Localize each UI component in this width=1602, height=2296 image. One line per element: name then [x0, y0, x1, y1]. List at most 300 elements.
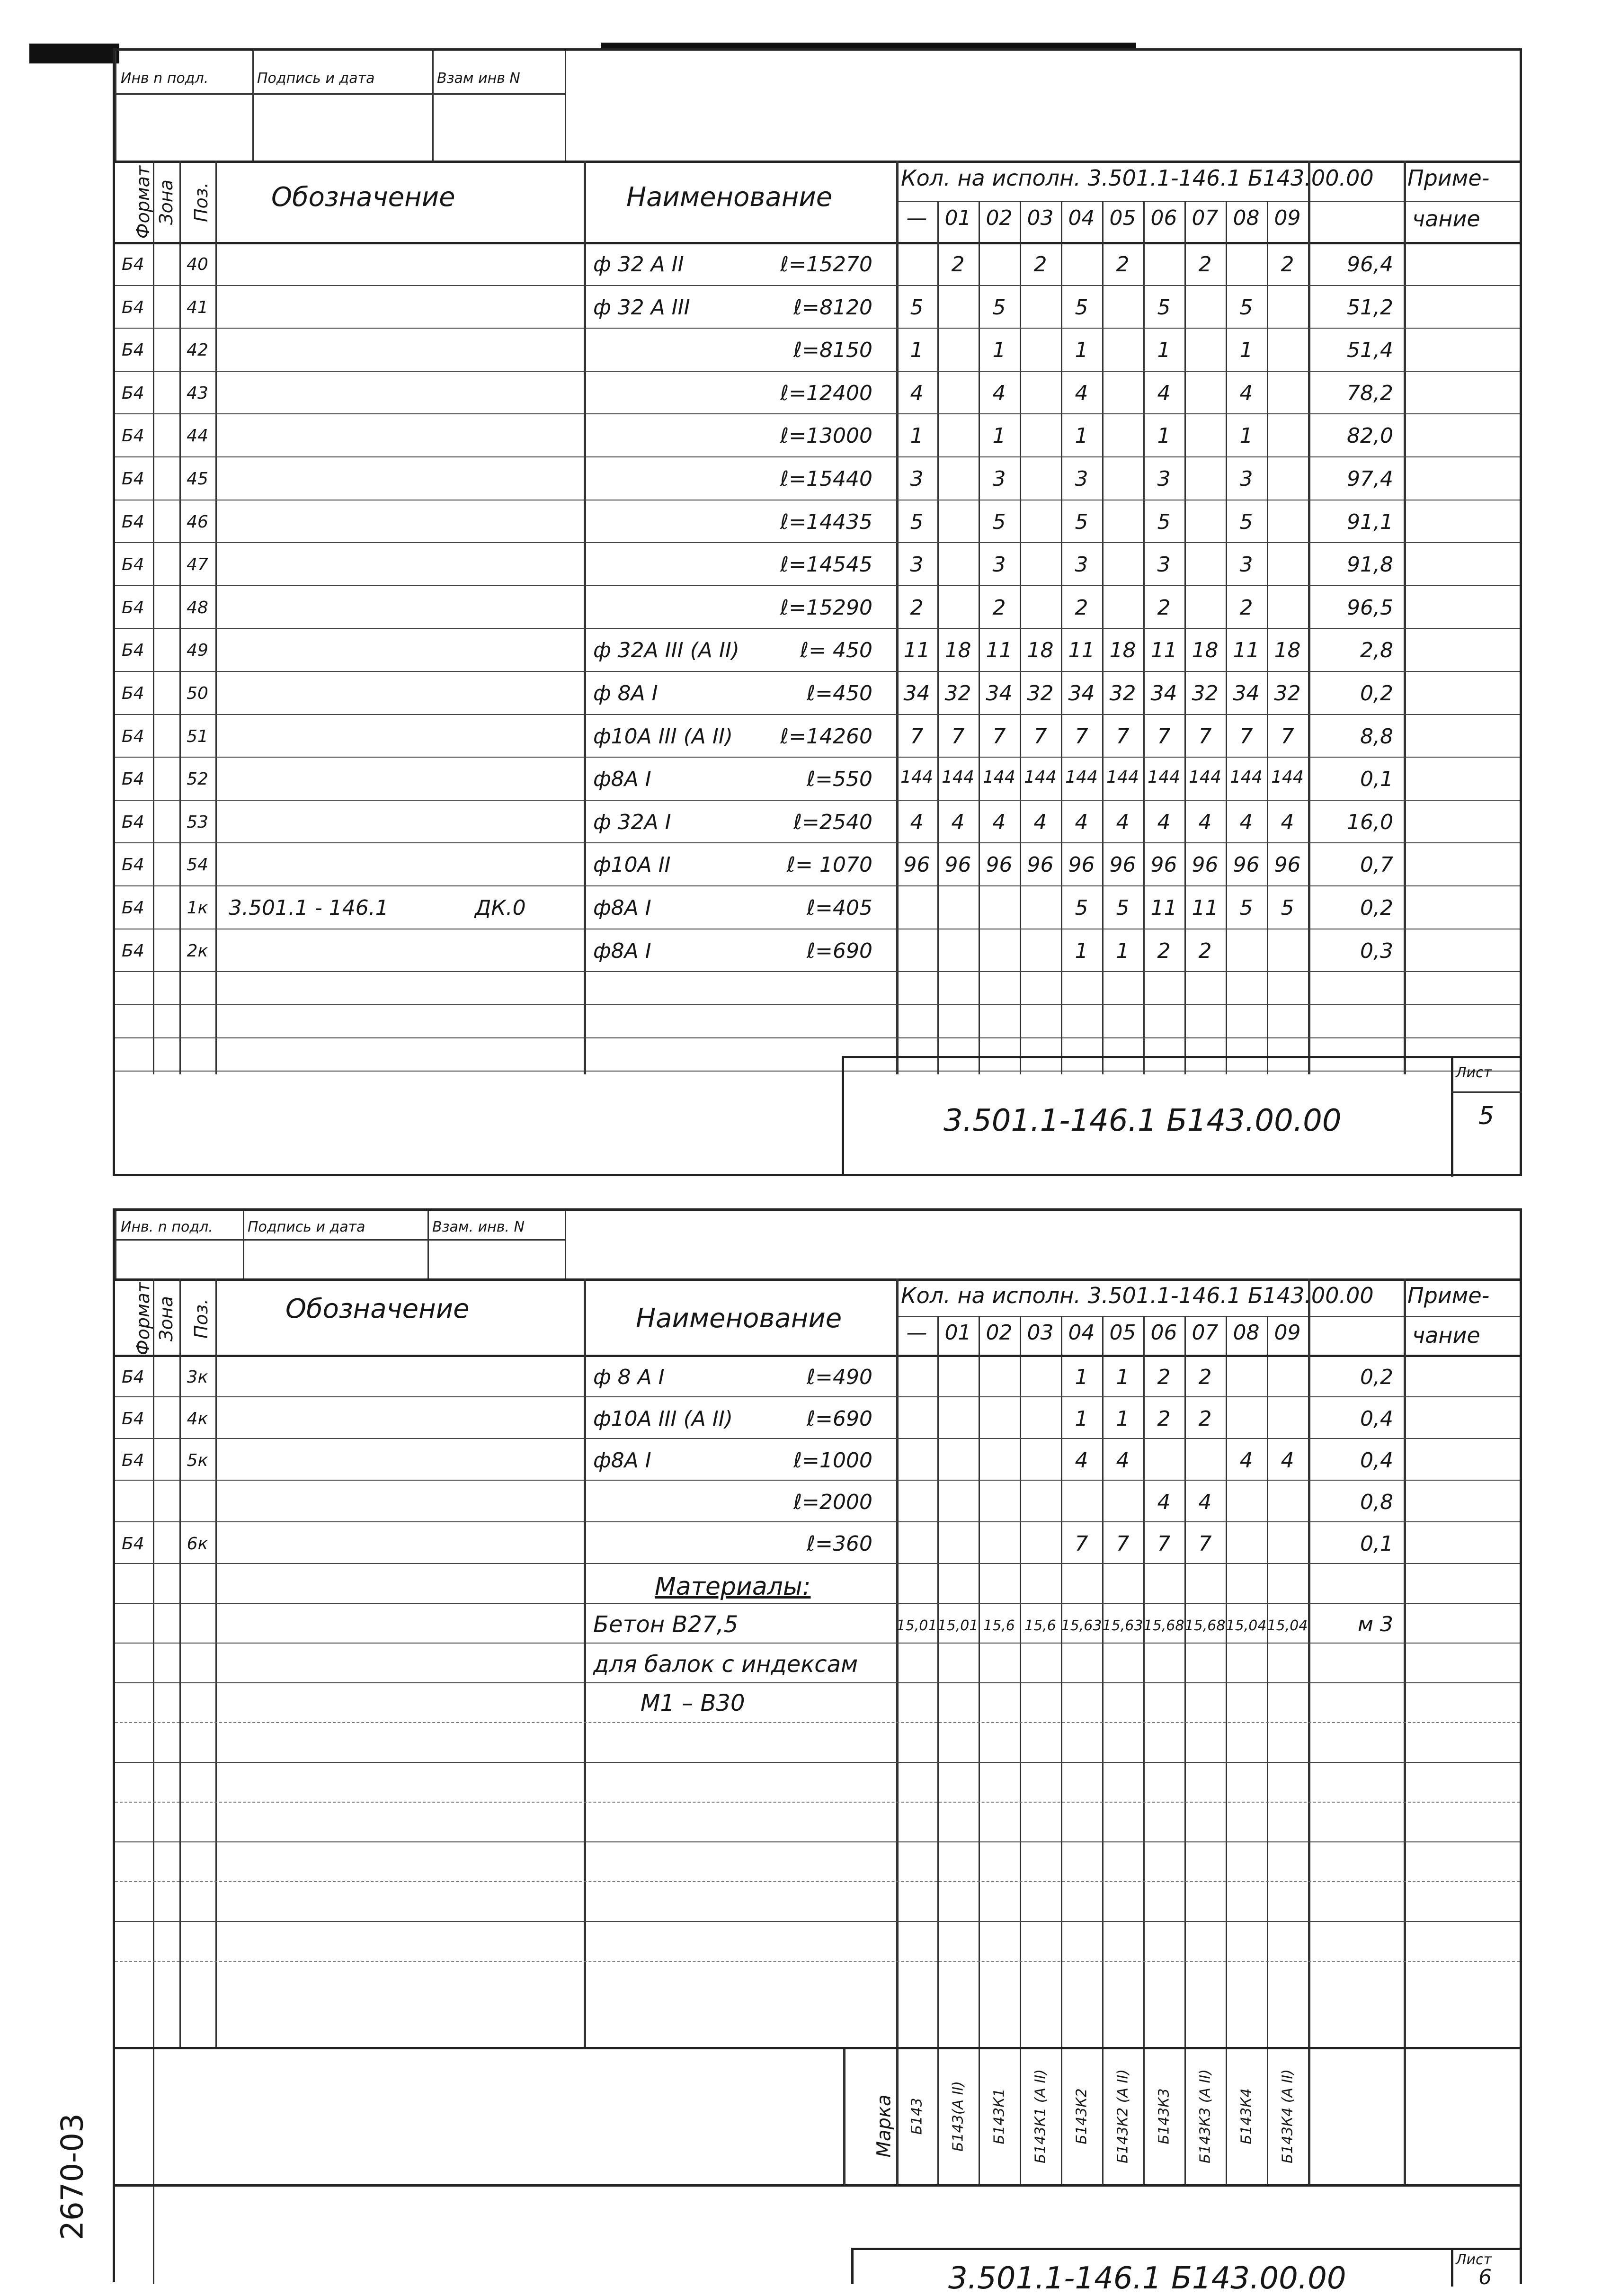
- row-qty: 1: [1239, 424, 1253, 448]
- name-header: Наименование: [626, 182, 833, 213]
- row-designation-doc: ДК.0: [475, 896, 526, 920]
- row-qty: 7: [1157, 1532, 1171, 1556]
- row-format: Б4: [122, 383, 144, 403]
- row-length: ℓ=450: [806, 681, 872, 706]
- row-qty: 1: [992, 424, 1006, 448]
- row-qty: 5: [1281, 896, 1294, 920]
- stamp-code: 3.501.1-146.1 Б143.00.00: [943, 1103, 1342, 1138]
- row-qty: 32: [1274, 681, 1301, 706]
- concrete-qty: 15,04: [1226, 1617, 1267, 1634]
- row-note: 0,4: [1360, 1448, 1393, 1473]
- row-qty: 5: [1157, 295, 1171, 320]
- inventory-box: [115, 51, 565, 163]
- row-qty: 1: [1075, 1407, 1088, 1431]
- row-note: 0,3: [1360, 938, 1393, 963]
- row-qty: 4: [910, 381, 924, 405]
- row-position: 5к: [187, 1451, 208, 1470]
- variant-code: 05: [1109, 1321, 1136, 1345]
- materials-title: Материалы:: [655, 1572, 811, 1601]
- row-qty: 3: [992, 553, 1006, 577]
- row-position: 45: [187, 469, 208, 489]
- row-length: ℓ=690: [806, 1407, 872, 1431]
- variant-code: 01: [944, 206, 971, 230]
- row-length: ℓ=14545: [780, 553, 872, 577]
- row-qty: 5: [1239, 509, 1253, 534]
- row-note: 51,2: [1347, 295, 1393, 320]
- row-qty: 34: [903, 681, 930, 706]
- row-qty: 4: [992, 381, 1006, 405]
- row-qty: 5: [1239, 295, 1253, 320]
- row-qty: 96: [1109, 853, 1136, 877]
- row-note: 2,8: [1360, 638, 1393, 663]
- variant-code: 06: [1150, 206, 1177, 230]
- row-qty: 4: [1239, 381, 1253, 405]
- row-name: ф 32 А II: [593, 252, 684, 277]
- row-qty: 4: [910, 810, 924, 834]
- row-qty: 2: [1198, 252, 1212, 277]
- row-qty: 4: [1198, 1490, 1212, 1514]
- row-qty: 11: [1192, 896, 1219, 920]
- title-block: [842, 1056, 1522, 1176]
- row-qty: 5: [1116, 896, 1130, 920]
- list-label: Лист: [1456, 1064, 1492, 1081]
- variant-code: 05: [1109, 206, 1136, 230]
- row-qty: 7: [1033, 724, 1047, 749]
- row-qty: 96: [1274, 853, 1301, 877]
- row-position: 51: [187, 726, 208, 746]
- row-length: ℓ=2540: [793, 810, 872, 834]
- row-note: 97,4: [1347, 467, 1393, 491]
- stamp-code-2: 3.501.1-146.1 Б143.00.00: [948, 2261, 1346, 2296]
- row-length: ℓ=15270: [780, 252, 872, 277]
- vzam-label-2: Взам. инв. N: [432, 1219, 525, 1235]
- row-designation: 3.501.1 - 146.1: [229, 896, 389, 920]
- row-qty: 7: [1116, 724, 1130, 749]
- list-number-2: 6: [1478, 2265, 1492, 2289]
- concrete-qty: 15,68: [1143, 1617, 1184, 1634]
- row-qty: 4: [1157, 810, 1171, 834]
- row-qty: 3: [1075, 553, 1088, 577]
- row-qty: 2: [1157, 938, 1171, 963]
- row-qty: 32: [1027, 681, 1054, 706]
- row-position: 42: [187, 340, 208, 360]
- row-name: ф10А II: [593, 853, 671, 877]
- row-qty: 11: [1150, 896, 1177, 920]
- row-qty: 1: [1075, 424, 1088, 448]
- row-note: 8,8: [1360, 724, 1393, 749]
- row-qty: 3: [1157, 553, 1171, 577]
- row-qty: 144: [942, 768, 974, 787]
- row-note: 51,4: [1347, 338, 1393, 363]
- row-name: ф 32 А III: [593, 295, 690, 320]
- row-qty: 4: [1116, 1448, 1130, 1473]
- variant-code: —: [906, 1321, 927, 1345]
- row-qty: 7: [1198, 724, 1212, 749]
- row-qty: 144: [1189, 768, 1221, 787]
- row-qty: 7: [910, 724, 924, 749]
- row-note: 0,4: [1360, 1407, 1393, 1431]
- row-name: ф 8 А I: [593, 1365, 665, 1389]
- concrete-note: м 3: [1357, 1612, 1393, 1636]
- note-header-2a: Приме-: [1407, 1283, 1490, 1308]
- row-note: 96,5: [1347, 595, 1393, 620]
- row-qty: 2: [1033, 252, 1047, 277]
- row-qty: 3: [1239, 467, 1253, 491]
- row-qty: 11: [1233, 638, 1260, 663]
- row-note: 0,2: [1360, 896, 1393, 920]
- row-format: Б4: [122, 1451, 144, 1470]
- row-qty: 144: [1106, 768, 1139, 787]
- row-format: Б4: [122, 941, 144, 961]
- row-qty: 2: [1198, 1407, 1212, 1431]
- row-format: Б4: [122, 555, 144, 575]
- mark-label: Б143К2 (А II): [1114, 2069, 1131, 2163]
- row-qty: 18: [1192, 638, 1219, 663]
- row-qty: 32: [944, 681, 971, 706]
- row-format: Б4: [122, 855, 144, 875]
- row-note: 0,1: [1360, 767, 1393, 792]
- row-length: ℓ=360: [806, 1532, 872, 1556]
- row-qty: 4: [1198, 810, 1212, 834]
- variant-code: 06: [1150, 1321, 1177, 1345]
- row-qty: 7: [992, 724, 1006, 749]
- row-qty: 96: [903, 853, 930, 877]
- row-qty: 32: [1109, 681, 1136, 706]
- variant-code: 03: [1027, 1321, 1054, 1345]
- row-qty: 5: [992, 509, 1006, 534]
- inv-label: Инв n подл.: [121, 70, 209, 87]
- row-qty: 1: [1157, 424, 1171, 448]
- row-qty: 7: [1075, 1532, 1088, 1556]
- row-qty: 96: [1150, 853, 1177, 877]
- row-name: ф8А I: [593, 767, 651, 792]
- row-qty: 144: [1065, 768, 1098, 787]
- row-qty: 2: [1198, 938, 1212, 963]
- row-position: 53: [187, 812, 208, 832]
- mark-label: Б143К4 (А II): [1279, 2069, 1296, 2163]
- row-qty: 4: [1075, 810, 1088, 834]
- variant-code: —: [906, 206, 927, 230]
- row-format: Б4: [122, 641, 144, 661]
- variant-code: 07: [1192, 206, 1219, 230]
- row-position: 49: [187, 641, 208, 661]
- concrete-qty: 15,6: [983, 1617, 1015, 1634]
- row-qty: 96: [1192, 853, 1219, 877]
- row-qty: 5: [1075, 295, 1088, 320]
- list-number: 5: [1478, 1102, 1495, 1130]
- format-label: Формат: [133, 165, 154, 239]
- row-format: Б4: [122, 769, 144, 789]
- concrete-qty: 15,63: [1061, 1617, 1102, 1634]
- row-qty: 96: [1233, 853, 1260, 877]
- row-qty: 4: [1075, 381, 1088, 405]
- row-qty: 2: [1116, 252, 1130, 277]
- concrete-qty: 15,01: [937, 1617, 979, 1634]
- concrete-line-2: для балок с индексам: [593, 1651, 858, 1678]
- row-name: ф8А I: [593, 938, 651, 963]
- row-qty: 4: [1075, 1448, 1088, 1473]
- row-qty: 144: [1148, 768, 1180, 787]
- row-note: 91,8: [1347, 553, 1393, 577]
- qty-header: Кол. на исполн. 3.501.1-146.1 Б143.00.00: [901, 165, 1374, 191]
- row-qty: 32: [1192, 681, 1219, 706]
- row-length: ℓ=14260: [780, 724, 872, 749]
- row-qty: 18: [944, 638, 971, 663]
- row-length: ℓ=550: [806, 767, 872, 792]
- row-qty: 4: [951, 810, 965, 834]
- format-label-2: Формат: [133, 1282, 154, 1356]
- row-length: ℓ=15440: [780, 467, 872, 491]
- row-qty: 4: [1116, 810, 1130, 834]
- row-qty: 7: [1198, 1532, 1212, 1556]
- row-qty: 11: [903, 638, 930, 663]
- row-format: Б4: [122, 1367, 144, 1387]
- variant-code: 07: [1192, 1321, 1219, 1345]
- row-format: Б4: [122, 1409, 144, 1429]
- row-qty: 1: [1116, 938, 1130, 963]
- row-qty: 1: [1075, 338, 1088, 363]
- note-header-2: чание: [1412, 206, 1480, 232]
- mark-label: Б143К1: [991, 2088, 1007, 2144]
- row-qty: 1: [1075, 938, 1088, 963]
- concrete-qty: 15,6: [1024, 1617, 1056, 1634]
- row-position: 41: [187, 297, 208, 317]
- row-qty: 1: [910, 338, 924, 363]
- row-qty: 144: [1024, 768, 1057, 787]
- row-qty: 7: [951, 724, 965, 749]
- row-qty: 5: [1075, 509, 1088, 534]
- row-qty: 5: [1157, 509, 1171, 534]
- row-qty: 1: [910, 424, 924, 448]
- row-length: ℓ=8150: [793, 338, 872, 363]
- row-format: Б4: [122, 512, 144, 532]
- row-qty: 7: [1075, 724, 1088, 749]
- row-qty: 3: [992, 467, 1006, 491]
- row-note: 91,1: [1347, 509, 1393, 534]
- row-position: 52: [187, 769, 208, 789]
- row-qty: 7: [1239, 724, 1253, 749]
- row-length: ℓ=690: [806, 938, 872, 963]
- row-position: 3к: [187, 1367, 208, 1387]
- variant-code: 01: [944, 1321, 971, 1345]
- row-qty: 144: [900, 768, 933, 787]
- variant-code: 08: [1233, 1321, 1260, 1345]
- signature-label: Подпись и дата: [257, 70, 375, 87]
- mark-label: Б143К3: [1156, 2088, 1172, 2144]
- row-name: ф 32А III (А II): [593, 638, 739, 663]
- concrete-line-3: М1 – В30: [641, 1690, 745, 1716]
- row-qty: 96: [1068, 853, 1095, 877]
- row-format: Б4: [122, 812, 144, 832]
- row-qty: 5: [1239, 896, 1253, 920]
- note-header-1: Приме-: [1407, 165, 1490, 191]
- signature-label-2: Подпись и дата: [248, 1219, 365, 1235]
- row-note: 0,2: [1360, 681, 1393, 706]
- row-name: ф 8А I: [593, 681, 658, 706]
- row-position: 43: [187, 383, 208, 403]
- row-name: ф10А III (А II): [593, 724, 733, 749]
- sheet-5: [113, 48, 1522, 1176]
- mark-label: Б143К4: [1238, 2088, 1255, 2144]
- row-length: ℓ=1000: [793, 1448, 872, 1473]
- row-length: ℓ=8120: [793, 295, 872, 320]
- row-format: Б4: [122, 898, 144, 918]
- row-qty: 4: [1239, 810, 1253, 834]
- row-length: ℓ=12400: [780, 381, 872, 405]
- row-qty: 18: [1027, 638, 1054, 663]
- row-qty: 34: [1233, 681, 1260, 706]
- row-qty: 5: [1075, 896, 1088, 920]
- concrete-qty: 15,04: [1267, 1617, 1308, 1634]
- row-note: 0,1: [1360, 1532, 1393, 1556]
- scan-blot-left: [29, 44, 119, 63]
- row-position: 54: [187, 855, 208, 875]
- row-format: Б4: [122, 469, 144, 489]
- row-name: ф8А I: [593, 896, 651, 920]
- row-qty: 1: [1239, 338, 1253, 363]
- variant-code: 04: [1068, 206, 1095, 230]
- row-length: ℓ=14435: [780, 509, 872, 534]
- inv-label-2: Инв. n подл.: [121, 1219, 213, 1235]
- designation-header-2: Обозначение: [285, 1294, 470, 1324]
- row-format: Б4: [122, 340, 144, 360]
- row-qty: 18: [1274, 638, 1301, 663]
- concrete-qty: 15,68: [1184, 1617, 1226, 1634]
- row-qty: 4: [1157, 381, 1171, 405]
- row-format: Б4: [122, 1534, 144, 1554]
- list-label-2: Лист: [1456, 2251, 1492, 2268]
- row-format: Б4: [122, 255, 144, 274]
- row-note: 0,2: [1360, 1365, 1393, 1389]
- row-qty: 3: [1157, 467, 1171, 491]
- qty-header-2: Кол. на исполн. 3.501.1-146.1 Б143.00.00: [901, 1283, 1374, 1308]
- row-qty: 96: [1027, 853, 1054, 877]
- row-qty: 3: [910, 553, 924, 577]
- row-position: 48: [187, 598, 208, 617]
- row-qty: 96: [986, 853, 1013, 877]
- poz-label-2: Поз.: [191, 1298, 212, 1339]
- designation-header: Обозначение: [271, 182, 455, 213]
- sheet-6: [113, 1208, 1522, 2296]
- row-qty: 18: [1109, 638, 1136, 663]
- row-qty: 7: [1116, 1532, 1130, 1556]
- vzam-label: Взам инв N: [437, 70, 520, 87]
- concrete-qty: 15,01: [896, 1617, 937, 1634]
- row-position: 44: [187, 426, 208, 446]
- row-qty: 2: [951, 252, 965, 277]
- row-qty: 144: [1230, 768, 1263, 787]
- name-header-2: Наименование: [636, 1303, 842, 1334]
- row-qty: 2: [1239, 595, 1253, 620]
- variant-code: 02: [986, 206, 1013, 230]
- row-qty: 11: [1068, 638, 1095, 663]
- note-header-2b: чание: [1412, 1322, 1480, 1348]
- variant-code: 09: [1274, 206, 1301, 230]
- row-note: 0,7: [1360, 853, 1393, 877]
- mark-label: Б143: [908, 2098, 925, 2135]
- row-format: Б4: [122, 598, 144, 617]
- row-qty: 34: [986, 681, 1013, 706]
- row-length: ℓ= 450: [800, 638, 872, 663]
- row-qty: 2: [1157, 1407, 1171, 1431]
- row-qty: 1: [992, 338, 1006, 363]
- row-note: 96,4: [1347, 252, 1393, 277]
- row-qty: 11: [986, 638, 1013, 663]
- row-qty: 34: [1068, 681, 1095, 706]
- row-qty: 3: [1075, 467, 1088, 491]
- row-qty: 5: [910, 509, 924, 534]
- row-position: 4к: [187, 1409, 208, 1429]
- concrete-qty: 15,63: [1102, 1617, 1143, 1634]
- row-name: ф 32А I: [593, 810, 671, 834]
- inventory-box-2: [115, 1211, 565, 1282]
- row-qty: 2: [1157, 595, 1171, 620]
- row-qty: 1: [1116, 1407, 1130, 1431]
- row-name: ф10А III (А II): [593, 1407, 733, 1431]
- row-length: ℓ=405: [806, 896, 872, 920]
- variant-code: 03: [1027, 206, 1054, 230]
- row-position: 50: [187, 684, 208, 703]
- row-qty: 96: [944, 853, 971, 877]
- zona-label: Зона: [155, 179, 177, 225]
- row-note: 16,0: [1347, 810, 1393, 834]
- marka-label: Марка: [873, 2094, 895, 2158]
- row-position: 6к: [187, 1534, 208, 1554]
- poz-label: Поз.: [191, 182, 212, 223]
- variant-code: 08: [1233, 206, 1260, 230]
- row-qty: 1: [1075, 1365, 1088, 1389]
- row-length: ℓ=2000: [793, 1490, 872, 1514]
- row-qty: 4: [1281, 1448, 1294, 1473]
- row-qty: 4: [1239, 1448, 1253, 1473]
- row-format: Б4: [122, 297, 144, 317]
- row-length: ℓ=490: [806, 1365, 872, 1389]
- row-length: ℓ=13000: [780, 424, 872, 448]
- row-note: 82,0: [1347, 424, 1393, 448]
- row-qty: 2: [910, 595, 924, 620]
- variant-code: 04: [1068, 1321, 1095, 1345]
- row-qty: 5: [992, 295, 1006, 320]
- mark-label: Б143К2: [1073, 2088, 1090, 2144]
- row-qty: 2: [1198, 1365, 1212, 1389]
- row-name: ф8А I: [593, 1448, 651, 1473]
- row-length: ℓ= 1070: [786, 853, 872, 877]
- row-position: 1к: [187, 898, 208, 918]
- row-qty: 3: [910, 467, 924, 491]
- row-qty: 4: [1157, 1490, 1171, 1514]
- row-qty: 144: [983, 768, 1015, 787]
- row-qty: 4: [1281, 810, 1294, 834]
- row-position: 40: [187, 255, 208, 274]
- row-format: Б4: [122, 684, 144, 703]
- row-note: 78,2: [1347, 381, 1393, 405]
- mark-label: Б143К3 (А II): [1197, 2069, 1213, 2163]
- mark-label: Б143(А II): [950, 2081, 966, 2152]
- row-qty: 34: [1150, 681, 1177, 706]
- row-qty: 144: [1271, 768, 1304, 787]
- row-qty: 1: [1157, 338, 1171, 363]
- row-format: Б4: [122, 426, 144, 446]
- variant-code: 09: [1274, 1321, 1301, 1345]
- zona-label-2: Зона: [155, 1296, 177, 1341]
- row-qty: 2: [1157, 1365, 1171, 1389]
- margin-number: 2670-03: [55, 2113, 90, 2240]
- row-qty: 1: [1116, 1365, 1130, 1389]
- row-qty: 7: [1157, 724, 1171, 749]
- title-block-2: [851, 2248, 1522, 2296]
- concrete-name: Бетон В27,5: [593, 1611, 739, 1638]
- row-qty: 7: [1281, 724, 1294, 749]
